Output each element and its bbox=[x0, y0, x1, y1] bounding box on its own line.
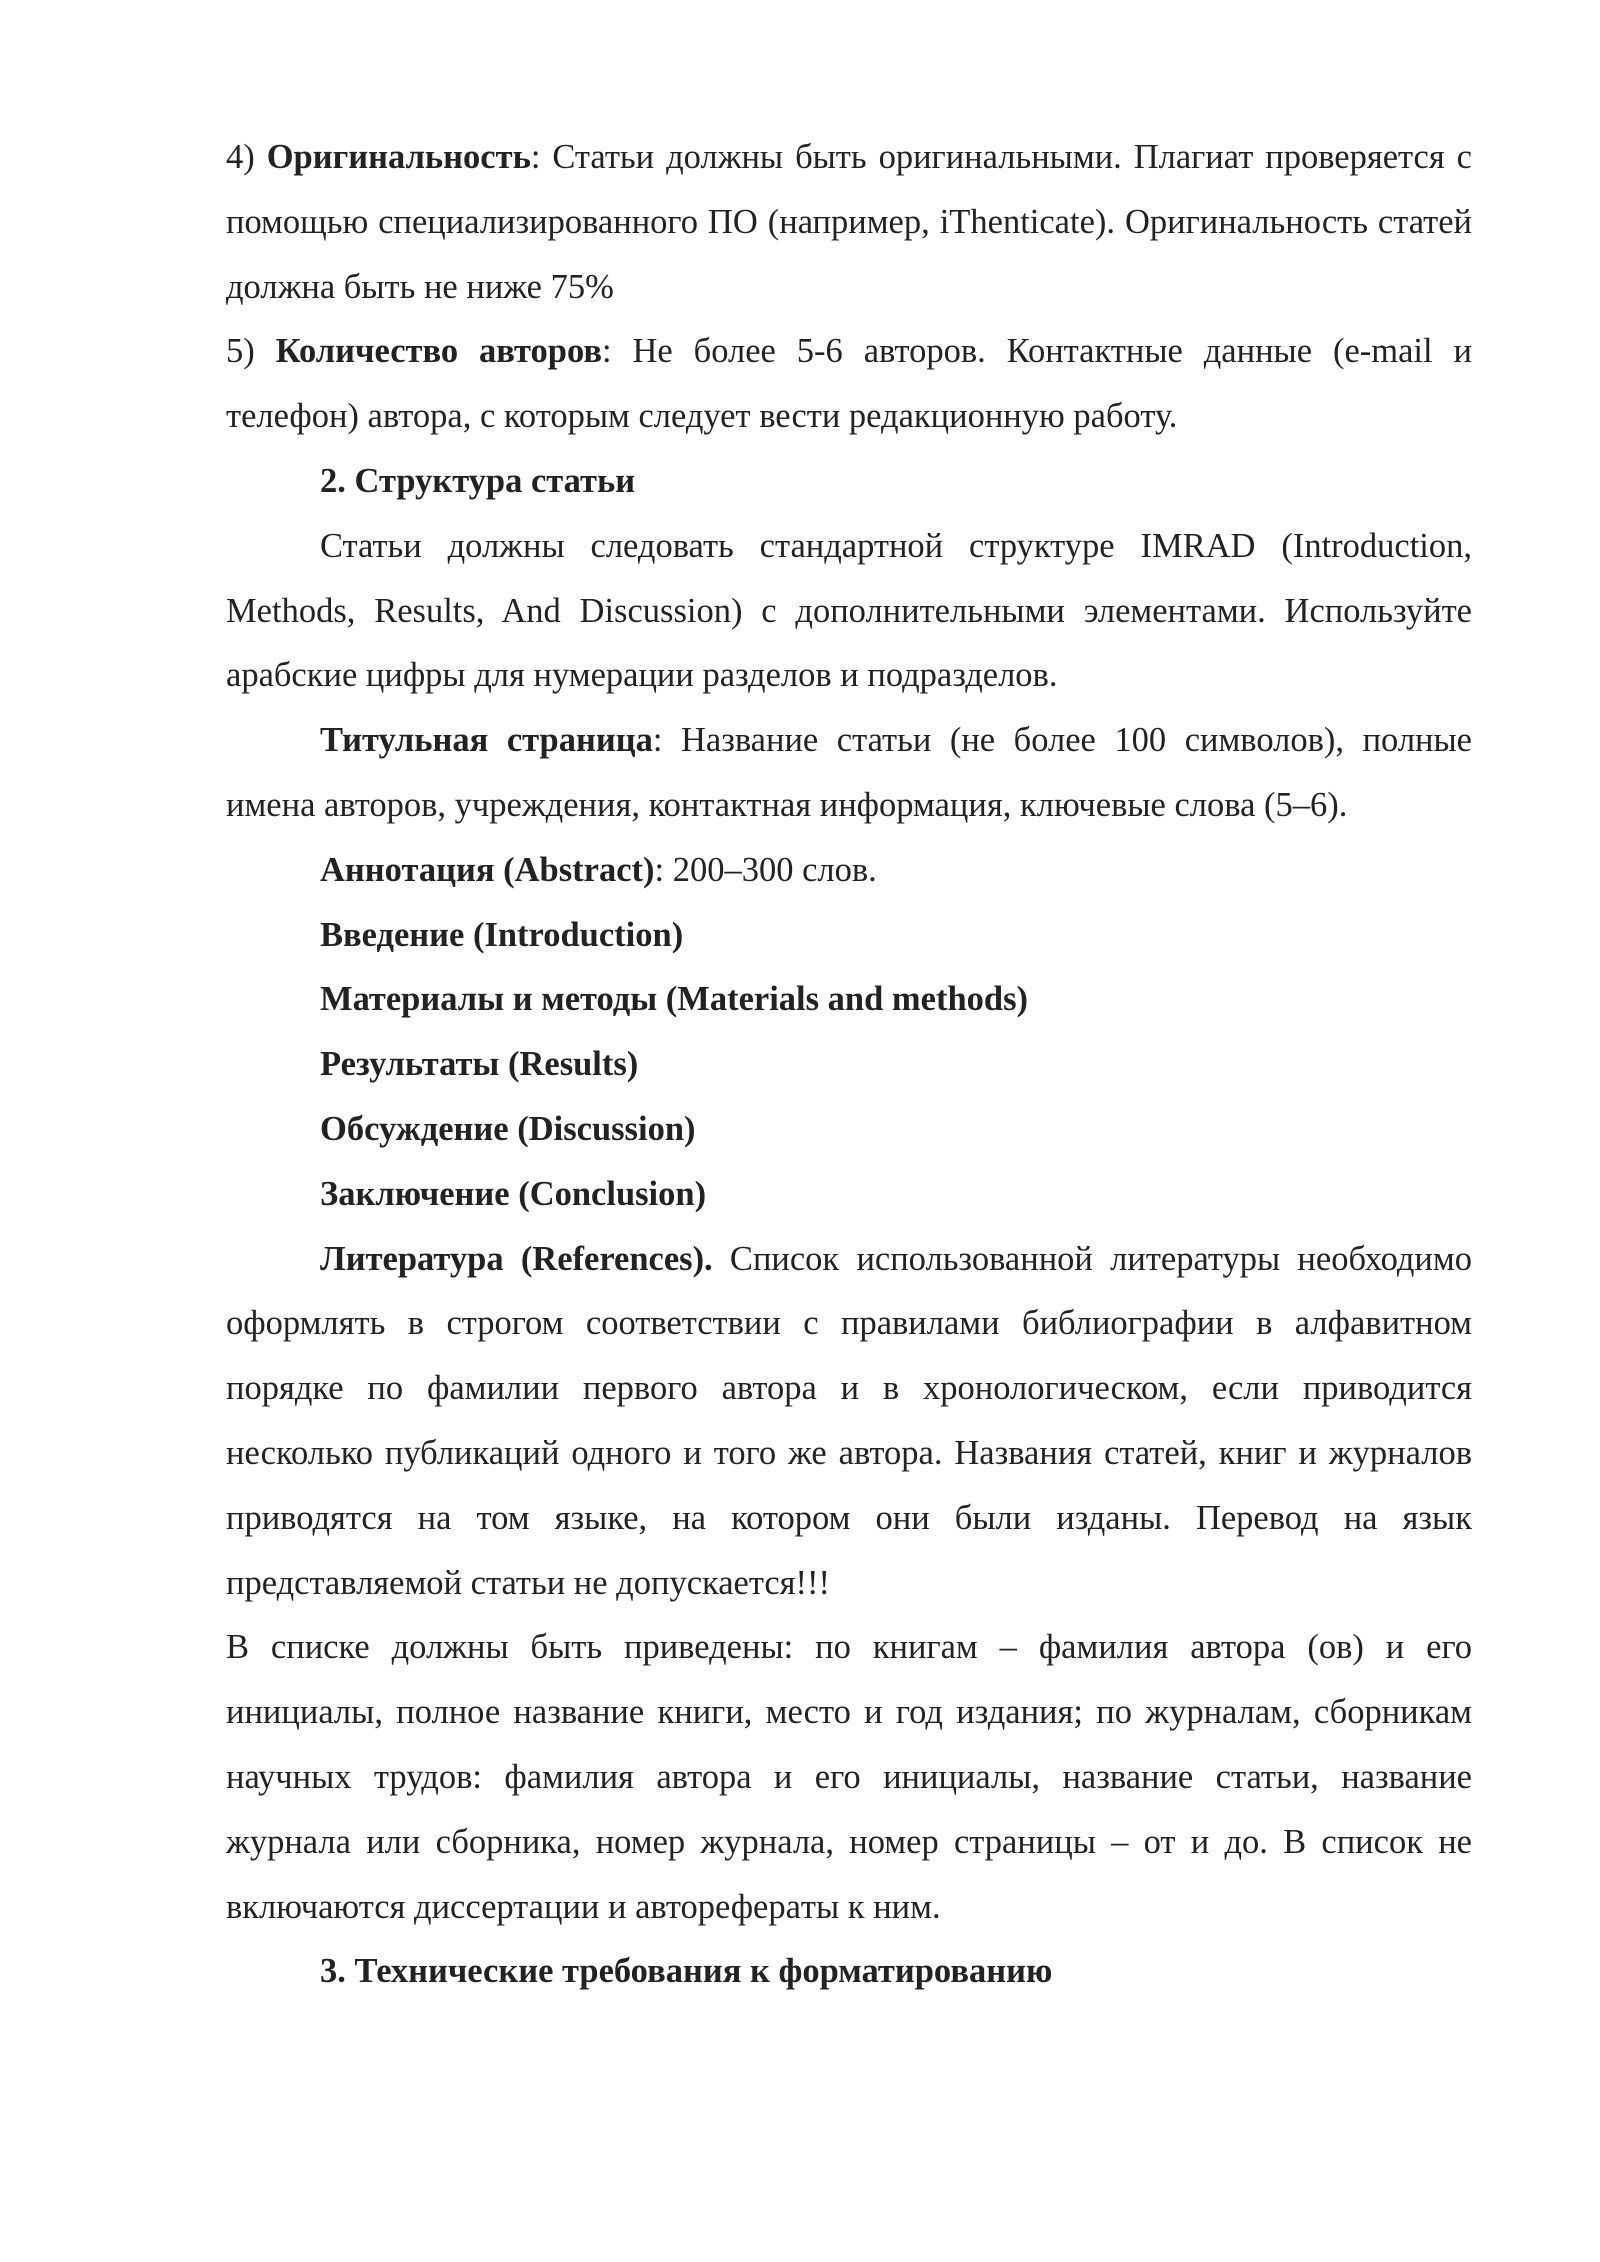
abstract-label: Аннотация (Abstract) bbox=[320, 850, 655, 889]
originality-label: Оригинальность bbox=[266, 138, 531, 176]
item-number: 5) bbox=[226, 332, 276, 371]
originality-paragraph bbox=[226, 125, 1472, 319]
originality-text: : Статьи должны быть оригинальными. Плагиат проверяется с помощью специализированного ПО (например, iThenticate). Оригинальность статей должна быть не ниже 75% bbox=[226, 138, 1472, 306]
title-page-paragraph bbox=[226, 708, 1472, 838]
abstract-text: : 200–300 слов. bbox=[654, 850, 877, 889]
discussion-heading: Обсуждение (Discussion) bbox=[320, 1109, 696, 1148]
item-number: 4) bbox=[226, 138, 267, 176]
authors-text: : Не более 5-6 авторов. Контактные данные (e-mail и телефон) автора, с которым следует вести редакционную работу. bbox=[226, 332, 1472, 436]
title-page-label: Титульная страница bbox=[320, 721, 653, 760]
introduction-heading: Введение (Introduction) bbox=[320, 915, 684, 954]
authors-paragraph bbox=[226, 319, 1472, 449]
authors-label: Количество авторов bbox=[275, 332, 602, 371]
section-3-heading: 3. Технические требования к форматированию bbox=[320, 1952, 1053, 1991]
abstract-paragraph bbox=[226, 838, 1472, 903]
conclusion-heading: Заключение (Conclusion) bbox=[320, 1174, 707, 1213]
section-2-heading: 2. Структура статьи bbox=[320, 461, 636, 500]
references-label: Литература (References). bbox=[320, 1239, 713, 1278]
results-heading: Результаты (Results) bbox=[320, 1045, 639, 1084]
title-page-text: : Название статьи (не более 100 символов), полные имена авторов, учреждения, контактная информация, ключевые слова (5–6). bbox=[226, 721, 1472, 824]
document-body bbox=[226, 125, 1472, 2004]
references-paragraph bbox=[226, 1227, 1472, 1616]
structure-intro-paragraph: Статьи должны следовать стандартной структуре IMRAD (Introduction, Methods, Results, And Discussion) с дополнительными элементами. Используйте арабские цифры для нумерации разделов и подразделов. bbox=[226, 526, 1472, 695]
references-text: Список использованной литературы необходимо оформлять в строгом соответствии с правилами библиографии в алфавитном порядке по фамилии первого автора и в хронологическом, если приводится несколько публикаций одного и того же автора. Названия статей, книг и журналов приводятся на том языке, на котором они были изданы. Перевод на язык представляемой статьи не допускается!!! bbox=[226, 1239, 1472, 1602]
methods-heading: Материалы и методы (Materials and methods) bbox=[320, 980, 1029, 1019]
list-rules-paragraph: В списке должны быть приведены: по книгам – фамилия автора (ов) и его инициалы, полное название книги, место и год издания; по журналам, сборникам научных трудов: фамилия автора и его инициалы, название статьи, название журнала или сборника, номер журнала, номер страницы – от и до. В список не включаются диссертации и автореферaты к ним. bbox=[226, 1628, 1472, 1926]
